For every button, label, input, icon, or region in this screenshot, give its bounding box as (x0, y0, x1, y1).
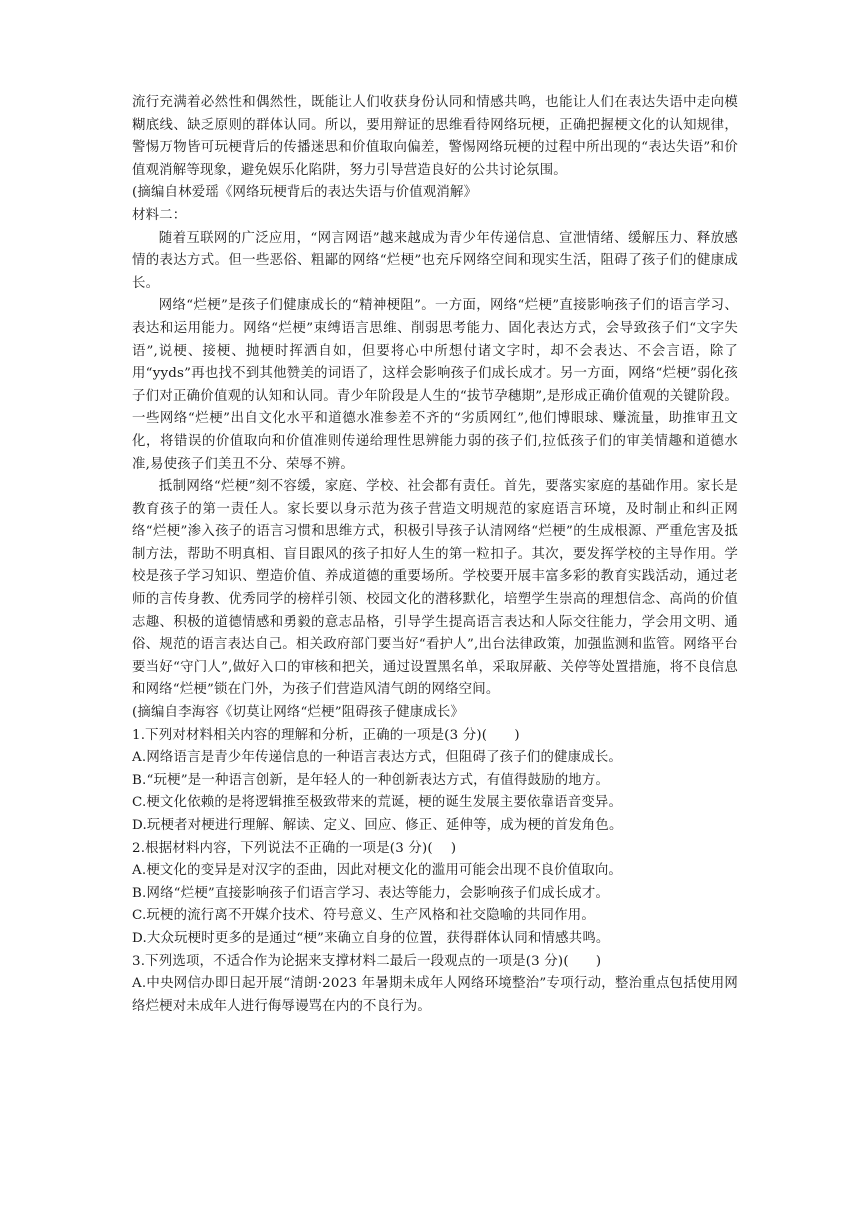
option-c: C.梗文化依赖的是将逻辑推至极致带来的荒诞，梗的诞生发展主要依靠语音变异。 (132, 795, 623, 811)
material2-paragraph-1: 随着互联网的广泛应用，“网言网语”越来越成为青少年传递信息、宣泄情绪、缓解压力、释放感情的表达方式。但一些恶俗、粗鄙的网络“烂梗”也充斥网络空间和现实生活，阻碍了孩子们的健康成长。 (132, 230, 738, 291)
source-citation-1: (摘编自林爱瑶《网络玩梗背后的表达失语与价值观消解》 (132, 185, 478, 201)
material2-label: 材料二： (132, 207, 187, 223)
document-page (132, 92, 738, 1018)
question-1 (132, 725, 738, 838)
question-2 (132, 838, 738, 951)
question-3 (132, 951, 738, 1019)
source-citation-2: (摘编自李海容《切莫让网络“烂梗”阻碍孩子健康成长》 (132, 705, 465, 721)
option-b: B.网络“烂梗”直接影响孩子们语言学习、表达等能力，会影响孩子们成长成才。 (132, 885, 610, 901)
option-c: C.玩梗的流行离不开媒介技术、符号意义、生产风格和社交隐喻的共同作用。 (132, 908, 595, 924)
question-stem: 3.下列选项，不适合作为论据来支撑材料二最后一段观点的一项是(3 分)( ) (132, 953, 602, 969)
option-a: A.网络语言是青少年传递信息的一种语言表达方式，但阻碍了孩子们的健康成长。 (132, 750, 622, 766)
option-a: A.梗文化的变异是对汉字的歪曲，因此对梗文化的滥用可能会出现不良价值取向。 (132, 863, 622, 879)
option-d: D.玩梗者对梗进行理解、解读、定义、回应、修正、延伸等，成为梗的首发角色。 (132, 818, 623, 833)
question-stem: 1.下列对材料相关内容的理解和分析，正确的一项是(3 分)( ) (132, 727, 520, 743)
material1-tail-paragraph: 流行充满着必然性和偶然性，既能让人们收获身份认同和情感共鸣，也能让人们在表达失语中走向模糊底线、缺乏原则的群体认同。所以，要用辩证的思维看待网络玩梗，正确把握梗文化的认知规律，警惕万物皆可玩梗背后的传播迷思和价值取向偏差，警惕网络玩梗的过程中所出现的“表达失语”和价值观消解等现象，避免娱乐化陷阱，努力引导营造良好的公共讨论氛围。 (132, 95, 738, 178)
option-a: A.中央网信办即日起开展“清朗·2023 年暑期未成年人网络环境整治”专项行动，整治重点包括使用网络烂梗对未成年人进行侮辱谩骂在内的不良行为。 (132, 976, 738, 1014)
option-b: B.“玩梗”是一种语言创新，是年轻人的一种创新表达方式，有值得鼓励的地方。 (132, 772, 610, 788)
question-stem: 2.根据材料内容，下列说法不正确的一项是(3 分)( ) (132, 840, 457, 856)
material2-paragraph-3: 抵制网络“烂梗”刻不容缓，家庭、学校、社会都有责任。首先，要落实家庭的基础作用。家长是教育孩子的第一责任人。家长要以身示范为孩子营造文明规范的家庭语言环境，及时制止和纠正网络“烂梗”渗入孩子的语言习惯和思维方式，积极引导孩子认清网络“烂梗”的生成根源、严重危害及抵制方法，帮助不明真相、盲目跟风的孩子扣好人生的第一粒扣子。其次，要发挥学校的主导作用。学校是孩子学习知识、塑造价值、养成道德的重要场所。学校要开展丰富多彩的教育实践活动，通过老师的言传身教、优秀同学的榜样引领、校园文化的潜移默化，培塑学生崇高的理想信念、高尚的价值志趣、积极的道德情感和勇毅的意志品格，引导学生提高语言表达和人际交往能力，学会用文明、通俗、规范的语言表达自己。相关政府部门要当好“看护人”,出台法律政策，加强监测和监管。网络平台要当好“守门人”,做好入口的审核和把关，通过设置黑名单，采取屏蔽、关停等处置措施，将不良信息和网络“烂梗”锁在门外，为孩子们营造风清气朗的网络空间。 (132, 479, 738, 698)
option-d: D.大众玩梗时更多的是通过“梗”来确立自身的位置，获得群体认同和情感共鸣。 (132, 930, 610, 946)
material2-paragraph-2: 网络“烂梗”是孩子们健康成长的“精神梗阻”。一方面，网络“烂梗”直接影响孩子们的语言学习、表达和运用能力。网络“烂梗”束缚语言思维、削弱思考能力、固化表达方式，会导致孩子们“文字失语”,说梗、接梗、抛梗时挥洒自如，但要将心中所想付诸文字时，却不会表达、不会言语，除了用“yyds”再也找不到其他赞美的词语了，这样会影响孩子们成长成才。另一方面，网络“烂梗”弱化孩子们对正确价值观的认知和认同。青少年阶段是人生的“拔节孕穗期”,是形成正确价值观的关键阶段。一些网络“烂梗”出自文化水平和道德水准参差不齐的“劣质网红”,他们博眼球、赚流量，助推审丑文化，将错误的价值取向和价值准则传递给理性思辨能力弱的孩子们,拉低孩子们的审美情趣和道德水准,易使孩子们美丑不分、荣辱不辨。 (132, 298, 738, 472)
